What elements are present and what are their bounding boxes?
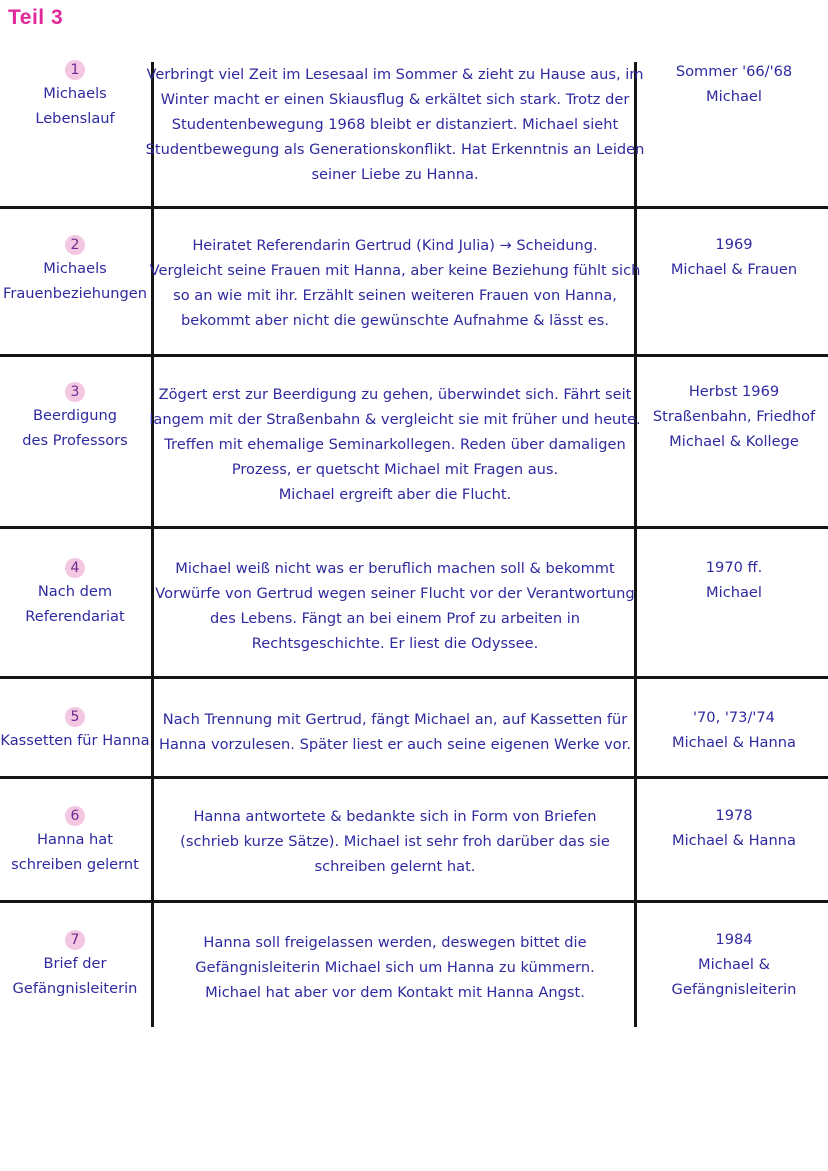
row-divider — [0, 354, 828, 357]
row-divider — [0, 676, 828, 679]
table-row-meta — [640, 59, 828, 109]
row-number-badge: 5 — [65, 707, 85, 727]
table-row-meta — [640, 803, 828, 853]
description-line: Hanna vorzulesen. Später liest er auch seine eigenen Werke vor. — [158, 736, 632, 753]
column-divider-left — [151, 62, 154, 1027]
description-line: Studentenbewegung 1968 bleibt er distanziert. Michael sieht — [171, 116, 619, 133]
table-row-description — [155, 707, 635, 757]
table-row-description — [155, 930, 635, 1005]
table-row-meta — [640, 379, 828, 454]
topic-line: Michaels — [43, 260, 107, 277]
row-divider — [0, 776, 828, 779]
meta-line: Michael & — [698, 956, 770, 973]
meta-line: 1984 — [715, 931, 753, 948]
table-row-meta — [640, 555, 828, 605]
row-divider — [0, 206, 828, 209]
table-row-topic — [0, 382, 150, 453]
table-row-meta — [640, 232, 828, 282]
topic-line: Hanna hat — [37, 831, 113, 848]
description-line: Zögert erst zur Beerdigung zu gehen, überwindet sich. Fährt seit — [158, 386, 632, 403]
row-number-badge: 7 — [65, 930, 85, 950]
table-row-meta — [640, 927, 828, 1002]
meta-line: 1970 ff. — [705, 559, 763, 576]
description-line: Heiratet Referendarin Gertrud (Kind Julia) → Scheidung. — [192, 237, 598, 254]
description-line: langem mit der Straßenbahn & vergleicht sie mit früher und heute. — [149, 411, 641, 428]
description-line: Verbringt viel Zeit im Lesesaal im Sommer & zieht zu Hause aus, im — [146, 66, 644, 83]
row-number-badge: 3 — [65, 382, 85, 402]
description-line: Vergleicht seine Frauen mit Hanna, aber keine Beziehung fühlt sich — [149, 262, 641, 279]
topic-line: Brief der — [43, 955, 107, 972]
topic-line: Gefängnisleiterin — [12, 980, 138, 997]
description-line: Gefängnisleiterin Michael sich um Hanna zu kümmern. — [195, 959, 595, 976]
description-line: Michael weiß nicht was er beruflich machen soll & bekommt — [175, 560, 615, 577]
meta-line: 1969 — [715, 236, 753, 253]
column-divider-right — [634, 62, 637, 1027]
description-line: des Lebens. Fängt an bei einem Prof zu arbeiten in — [209, 610, 581, 627]
table-row-topic — [0, 60, 150, 131]
description-line: Winter macht er einen Skiausflug & erkältet sich stark. Trotz der — [160, 91, 630, 108]
meta-line: Straßenbahn, Friedhof — [652, 408, 816, 425]
description-line: Vorwürfe von Gertrud wegen seiner Flucht vor der Verantwortung — [155, 585, 635, 602]
row-number-badge: 4 — [65, 558, 85, 578]
table-row-topic — [0, 707, 150, 753]
topic-line: Nach dem — [37, 583, 113, 600]
description-line: (schrieb kurze Sätze). Michael ist sehr froh darüber das sie — [180, 833, 610, 850]
table-row-description — [155, 804, 635, 879]
row-number-badge: 6 — [65, 806, 85, 826]
meta-line: Herbst 1969 — [688, 383, 780, 400]
table-row-description — [149, 233, 641, 333]
page-title: Teil 3 — [8, 6, 64, 29]
description-line: Michael ergreift aber die Flucht. — [278, 486, 512, 503]
topic-line: schreiben gelernt — [11, 856, 139, 873]
table-row-topic — [0, 930, 150, 1001]
description-line: Prozess, er quetscht Michael mit Fragen aus. — [231, 461, 559, 478]
table-row-description — [155, 556, 635, 656]
topic-line: Michaels — [43, 85, 107, 102]
meta-line: Michael — [706, 584, 762, 601]
topic-line: Beerdigung — [32, 407, 118, 424]
meta-line: Michael & Kollege — [669, 433, 799, 450]
table-row-topic — [0, 235, 150, 306]
meta-line: Michael & Hanna — [672, 734, 796, 751]
topic-line: Frauenbeziehungen — [3, 285, 147, 302]
topic-line: Lebenslauf — [35, 110, 115, 127]
meta-line: Michael — [706, 88, 762, 105]
description-line: Hanna soll freigelassen werden, deswegen bittet die — [203, 934, 587, 951]
table-row-meta — [640, 705, 828, 755]
description-line: so an wie mit ihr. Erzählt seinen weiteren Frauen von Hanna, — [173, 287, 617, 304]
meta-line: '70, '73/'74 — [693, 709, 775, 726]
description-line: Studentbewegung als Generationskonflikt. Hat Erkenntnis an Leiden — [145, 141, 645, 158]
table-row-topic — [0, 806, 150, 877]
description-line: Rechtsgeschichte. Er liest die Odyssee. — [251, 635, 539, 652]
description-line: Hanna antwortete & bedankte sich in Form von Briefen — [193, 808, 597, 825]
topic-line: Kassetten für Hanna — [0, 732, 150, 749]
meta-line: 1978 — [715, 807, 753, 824]
row-divider — [0, 900, 828, 903]
description-line: bekommt aber nicht die gewünschte Aufnahme & lässt es. — [181, 312, 609, 329]
row-number-badge: 1 — [65, 60, 85, 80]
topic-line: des Professors — [22, 432, 128, 449]
meta-line: Michael & Hanna — [672, 832, 796, 849]
meta-line: Sommer '66/'68 — [675, 63, 793, 80]
description-line: seiner Liebe zu Hanna. — [311, 166, 479, 183]
meta-line: Michael & Frauen — [670, 261, 798, 278]
topic-line: Referendariat — [25, 608, 125, 625]
description-line: Nach Trennung mit Gertrud, fängt Michael an, auf Kassetten für — [162, 711, 628, 728]
table-row-description — [149, 382, 641, 507]
table-row-description — [145, 62, 645, 187]
row-divider — [0, 526, 828, 529]
meta-line: Gefängnisleiterin — [671, 981, 797, 998]
table-row-topic — [0, 558, 150, 629]
row-number-badge: 2 — [65, 235, 85, 255]
description-line: schreiben gelernt hat. — [314, 858, 476, 875]
description-line: Treffen mit ehemalige Seminarkollegen. Reden über damaligen — [164, 436, 626, 453]
description-line: Michael hat aber vor dem Kontakt mit Hanna Angst. — [205, 984, 585, 1001]
